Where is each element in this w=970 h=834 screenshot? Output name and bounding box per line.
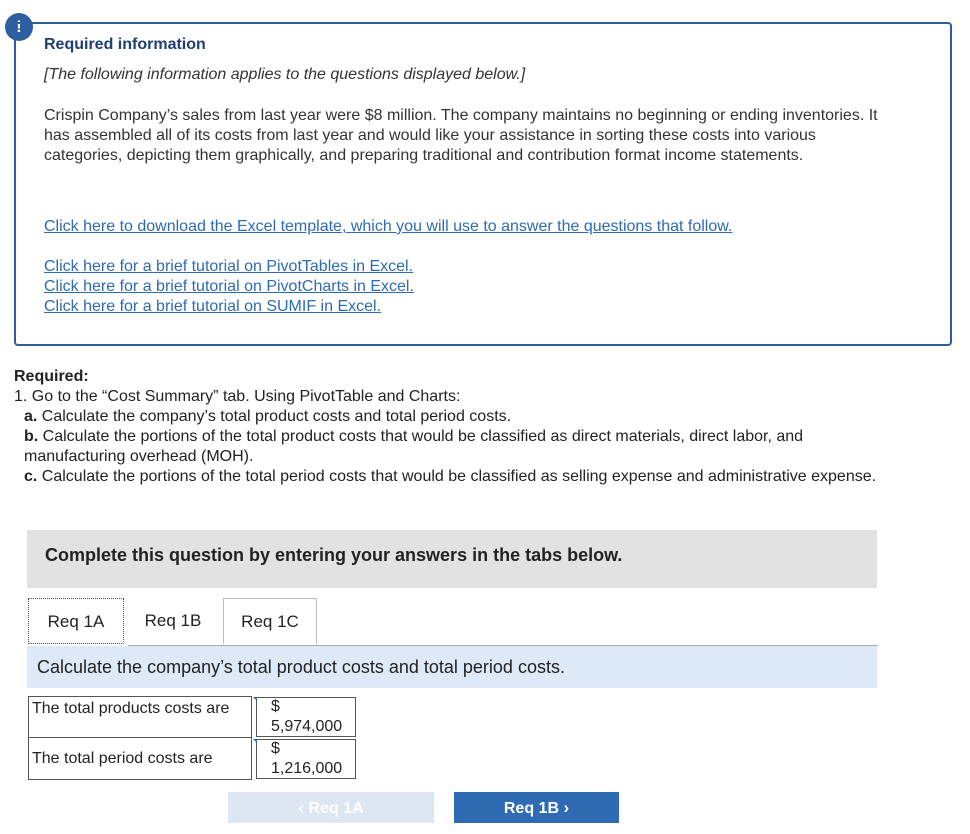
info-title: Required information	[44, 36, 206, 53]
product-costs-label: The total products costs are	[32, 700, 230, 717]
period-costs-input[interactable]	[256, 739, 356, 779]
instructions-banner	[27, 530, 877, 588]
pivotcharts-tutorial-link[interactable]: Click here for a brief tutorial on PivotCharts in Excel.	[44, 278, 414, 295]
required-item-a: a. Calculate the company’s total product costs and total period costs.	[24, 408, 512, 425]
period-costs-label: The total period costs are	[32, 750, 213, 767]
excel-template-link[interactable]: Click here to download the Excel template, which you will use to answer the questions that follow.	[44, 218, 733, 235]
pivottables-tutorial-link[interactable]: Click here for a brief tutorial on PivotTables in Excel.	[44, 258, 414, 275]
required-item-b: b. Calculate the portions of the total product costs that would be classified as direct materials, direct labor, and manufacturing overhead (MOH).	[24, 428, 804, 465]
info-body: Crispin Company’s sales from last year were $8 million. The company maintains no beginning or ending inventories. It has assembled all of its costs from last year and would like your assistance in sorting these costs into various categories, depicting them graphically, and preparing traditional and contribution format income statements.	[44, 107, 878, 164]
chevron-left-icon: ‹	[298, 798, 305, 817]
product-costs-input[interactable]	[256, 697, 356, 737]
required-item-c: c. Calculate the portions of the total period costs that would be classified as selling expense and administrative expense.	[24, 468, 877, 485]
tab-req-1b[interactable]: Req 1B	[144, 611, 202, 630]
tab-req-1a[interactable]: Req 1A	[28, 598, 124, 644]
chevron-right-icon: ›	[563, 798, 570, 817]
question-text: Calculate the company’s total product costs and total period costs.	[37, 657, 565, 677]
product-costs-value: 5,974,000	[271, 718, 343, 735]
alert-icon: !	[5, 13, 33, 41]
required-heading: Required:	[14, 368, 89, 385]
answer-row-product-costs	[28, 696, 252, 738]
currency-symbol: $	[271, 698, 280, 715]
info-note: [The following information applies to the questions displayed below.]	[44, 66, 526, 83]
answer-row-period-costs	[28, 738, 252, 780]
banner-text: Complete this question by entering your answers in the tabs below.	[45, 545, 623, 565]
question-bar	[27, 646, 877, 688]
prev-req-label: Req 1A	[308, 800, 364, 817]
next-req-label: Req 1B	[503, 800, 559, 817]
currency-symbol: $	[271, 740, 280, 757]
next-req-button[interactable]	[454, 792, 619, 823]
period-costs-value: 1,216,000	[271, 760, 343, 777]
required-item-1: 1. Go to the “Cost Summary” tab. Using PivotTable and Charts:	[14, 388, 461, 405]
tab-req-1c[interactable]: Req 1C	[223, 598, 317, 644]
sumif-tutorial-link[interactable]: Click here for a brief tutorial on SUMIF in Excel.	[44, 298, 382, 315]
prev-req-button[interactable]	[228, 792, 434, 823]
